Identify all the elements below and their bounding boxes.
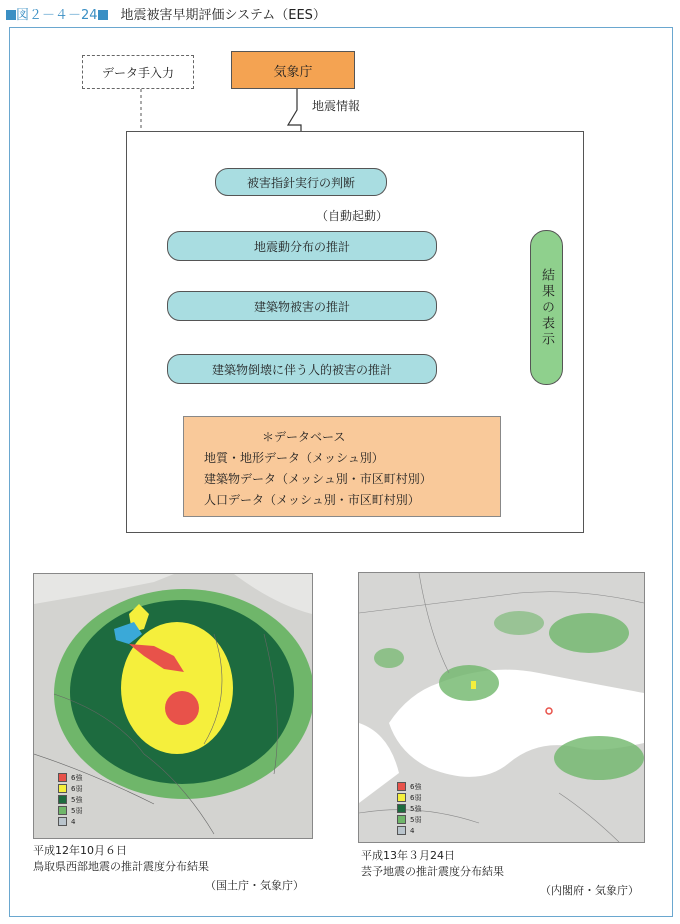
map2-source: （内閣府・気象庁） (540, 884, 639, 897)
database-heading: ＊データベース (262, 430, 346, 444)
step-human-damage: 建築物倒壊に伴う人的被害の推計 (167, 354, 437, 384)
auto-start-label: （自動起動） (316, 209, 389, 223)
legend-swatch-icon (58, 806, 67, 815)
legend-swatch-icon (58, 795, 67, 804)
database-line: 地質・地形データ（メッシュ別） (204, 451, 384, 465)
database-line: 建築物データ（メッシュ別・市区町村別） (204, 472, 432, 486)
legend-swatch-icon (397, 782, 406, 791)
legend-item: 4 (397, 825, 421, 836)
map2-date: 平成13年３月24日 (361, 849, 455, 862)
figure-title-text: 地震被害早期評価システム（EES） (107, 8, 326, 23)
legend-item: 6強 (58, 772, 82, 783)
legend-item: 5弱 (397, 814, 421, 825)
data-input-box: データ手入力 (82, 55, 194, 89)
legend-swatch-icon (58, 784, 67, 793)
map2-caption: 芸予地震の推計震度分布結果 (361, 865, 504, 878)
legend-item: 5強 (58, 794, 82, 805)
legend (397, 781, 421, 836)
tottori-intensity-map (33, 573, 313, 839)
legend-swatch-icon (397, 826, 406, 835)
legend-swatch-icon (58, 817, 67, 826)
figure-number: 図２－４－24 (16, 8, 98, 23)
map1-source: （国土庁・気象庁） (205, 879, 304, 892)
geiyo-intensity-map (358, 572, 645, 843)
legend-swatch-icon (397, 804, 406, 813)
map1-date: 平成12年10月６日 (33, 844, 127, 857)
database-box (183, 416, 501, 517)
quake-info-label: 地震情報 (312, 99, 361, 113)
legend-swatch-icon (58, 773, 67, 782)
step-judgement: 被害指針実行の判断 (215, 168, 387, 196)
kishocho-box: 気象庁 (231, 51, 355, 89)
step-ground-motion: 地震動分布の推計 (167, 231, 437, 261)
legend-swatch-icon (397, 815, 406, 824)
legend-item: 5強 (397, 803, 421, 814)
legend-item: 6弱 (58, 783, 82, 794)
step-building-damage: 建築物被害の推計 (167, 291, 437, 321)
legend-item: 6弱 (397, 792, 421, 803)
legend-item: 4 (58, 816, 82, 827)
map1-caption: 鳥取県西部地震の推計震度分布結果 (33, 860, 209, 873)
result-display: 結果の表示 (530, 230, 563, 385)
legend-swatch-icon (397, 793, 406, 802)
legend-item: 6強 (397, 781, 421, 792)
database-line: 人口データ（メッシュ別・市区町村別） (204, 493, 420, 507)
legend (58, 772, 82, 827)
legend-item: 5弱 (58, 805, 82, 816)
